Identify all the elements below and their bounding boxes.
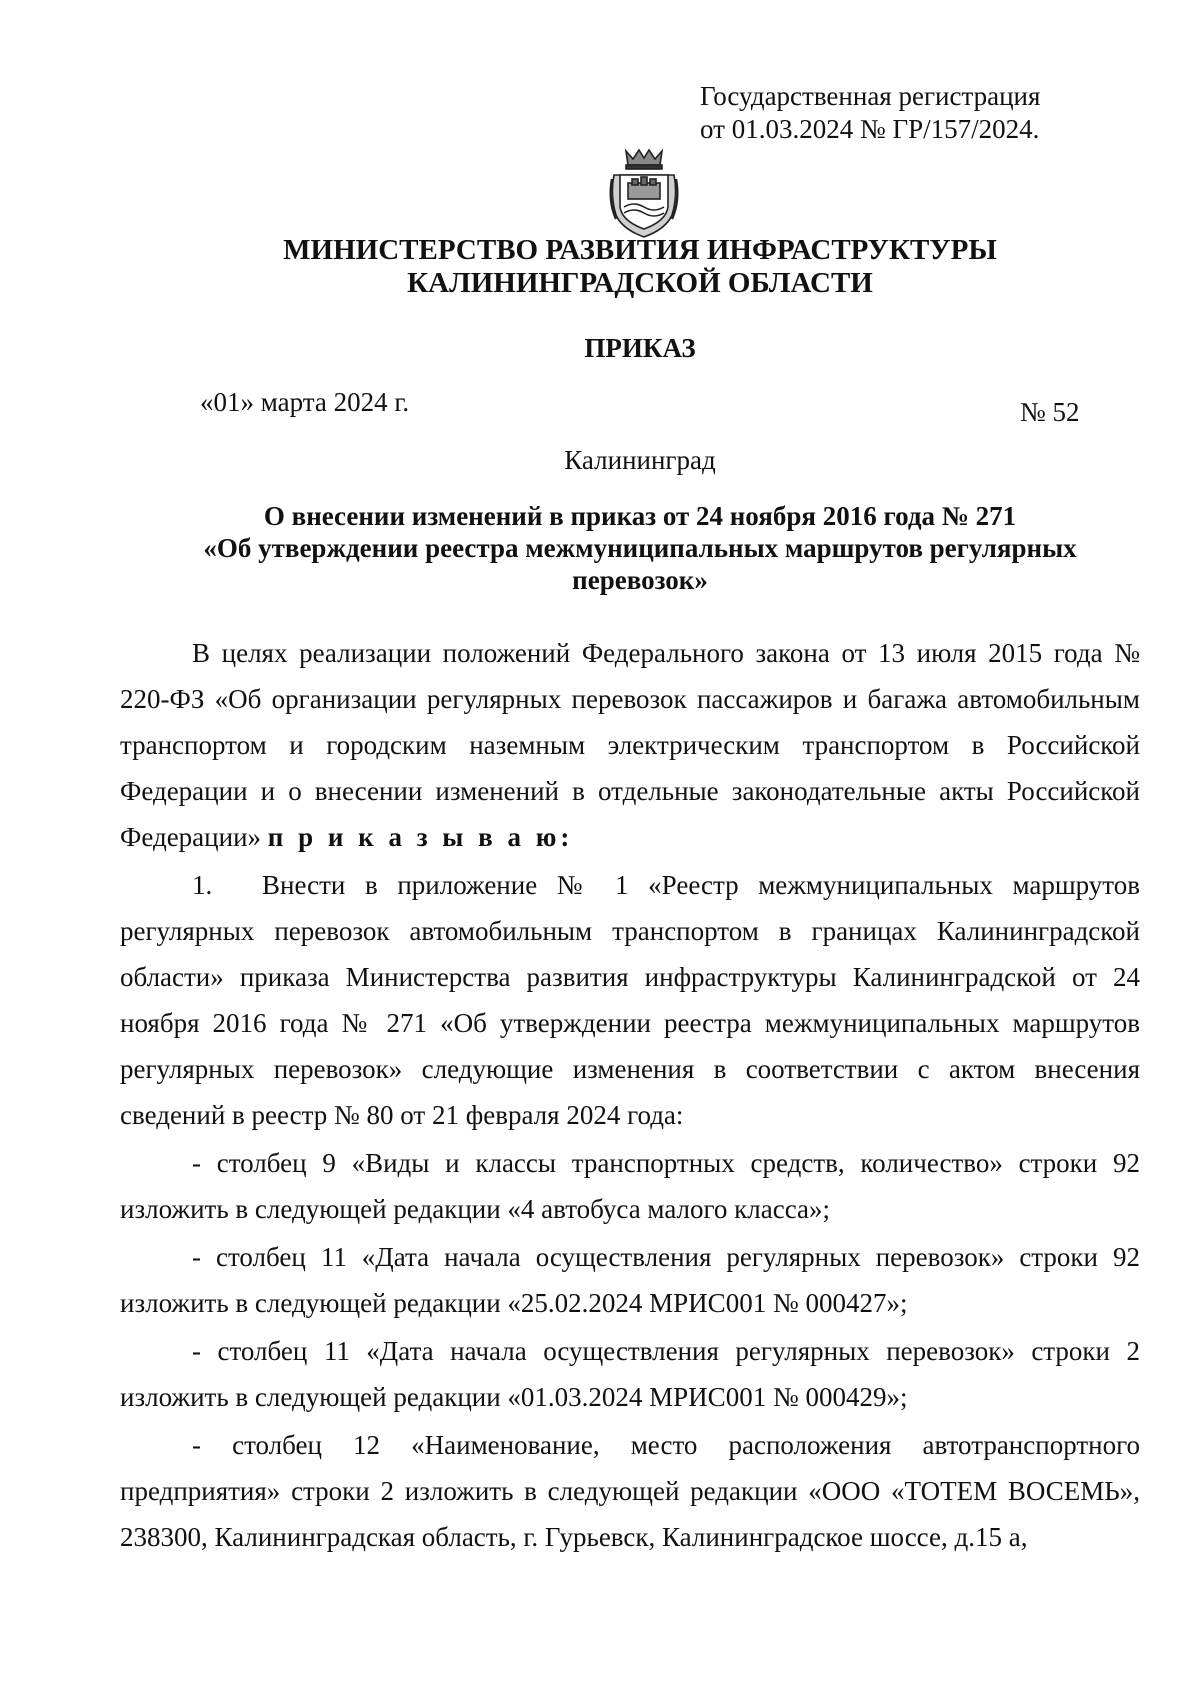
document-type: ПРИКАЗ — [584, 333, 696, 363]
order-body — [120, 630, 1140, 1562]
change-1-paragraph: - столбец 9 «Виды и классы транспортных средств, количество» строки 92 изложить в следующей редакции «4 автобуса малого класса»; — [120, 1148, 1140, 1224]
order-number: № 52 — [1020, 397, 1080, 427]
order-word: п р и к а з ы в а ю: — [267, 822, 574, 852]
ministry-line-1: МИНИСТЕРСТВО РАЗВИТИЯ ИНФРАСТРУКТУРЫ — [283, 234, 997, 266]
ministry-line-2: КАЛИНИНГРАДСКОЙ ОБЛАСТИ — [407, 267, 873, 299]
order-subject — [150, 500, 1130, 596]
item-1-paragraph — [120, 862, 1140, 1138]
change-3-paragraph: - столбец 11 «Дата начала осуществления регулярных перевозок» строки 2 изложить в следующей редакции «01.03.2024 МРИС001 № 000429»; — [120, 1336, 1140, 1412]
registration-line-2: от 01.03.2024 № ГР/157/2024. — [700, 114, 1040, 144]
subject-line-3: перевозок» — [572, 565, 708, 595]
change-2-paragraph: - столбец 11 «Дата начала осуществления регулярных перевозок» строки 92 изложить в следующей редакции «25.02.2024 МРИС001 № 000427»; — [120, 1242, 1140, 1318]
preamble-text: В целях реализации положений Федерального закона от 13 июля 2015 года № 220-ФЗ «Об организации регулярных перевозок пассажиров и багажа автомобильным транспортом и городским наземным электрическим транспортом в Российской Федерации и о внесении изменений в отдельные законодательные акты Российской Федерации» — [120, 638, 1140, 852]
subject-line-2: «Об утверждении реестра межмуниципальных маршрутов регулярных — [203, 533, 1077, 563]
item-1-text: Внести в приложение № 1 «Реестр межмуниципальных маршрутов регулярных перевозок автомобильным транспортом в границах Калининградской области» приказа Министерства развития инфраструктуры Калининградской от 24 ноября 2016 года № 271 «Об утверждении реестра межмуниципальных маршрутов регулярных перевозок» следующие изменения в соответствии с актом внесения сведений в реестр № 80 от 21 февраля 2024 года: — [120, 870, 1140, 1130]
registration-line-1: Государственная регистрация — [700, 81, 1041, 111]
order-city: Калининград — [564, 445, 716, 475]
subject-line-1: О внесении изменений в приказ от 24 ноября 2016 года № 271 — [263, 501, 1017, 531]
change-4-paragraph: - столбец 12 «Наименование, место расположения автотранспортного предприятия» строки 2 изложить в следующей редакции «ООО «ТОТЕМ ВОСЕМЬ», 238300, Калининградская область, г. Гурьевск, Калининградское шоссе, д.15 а, — [120, 1430, 1140, 1552]
preamble-paragraph — [120, 630, 1140, 860]
ministry-name — [140, 234, 1140, 300]
item-1-number: 1. — [192, 870, 213, 900]
order-date: «01» марта 2024 г. — [200, 387, 410, 417]
registration-stamp — [700, 80, 1140, 146]
kaliningrad-coat-of-arms-icon — [606, 145, 682, 241]
